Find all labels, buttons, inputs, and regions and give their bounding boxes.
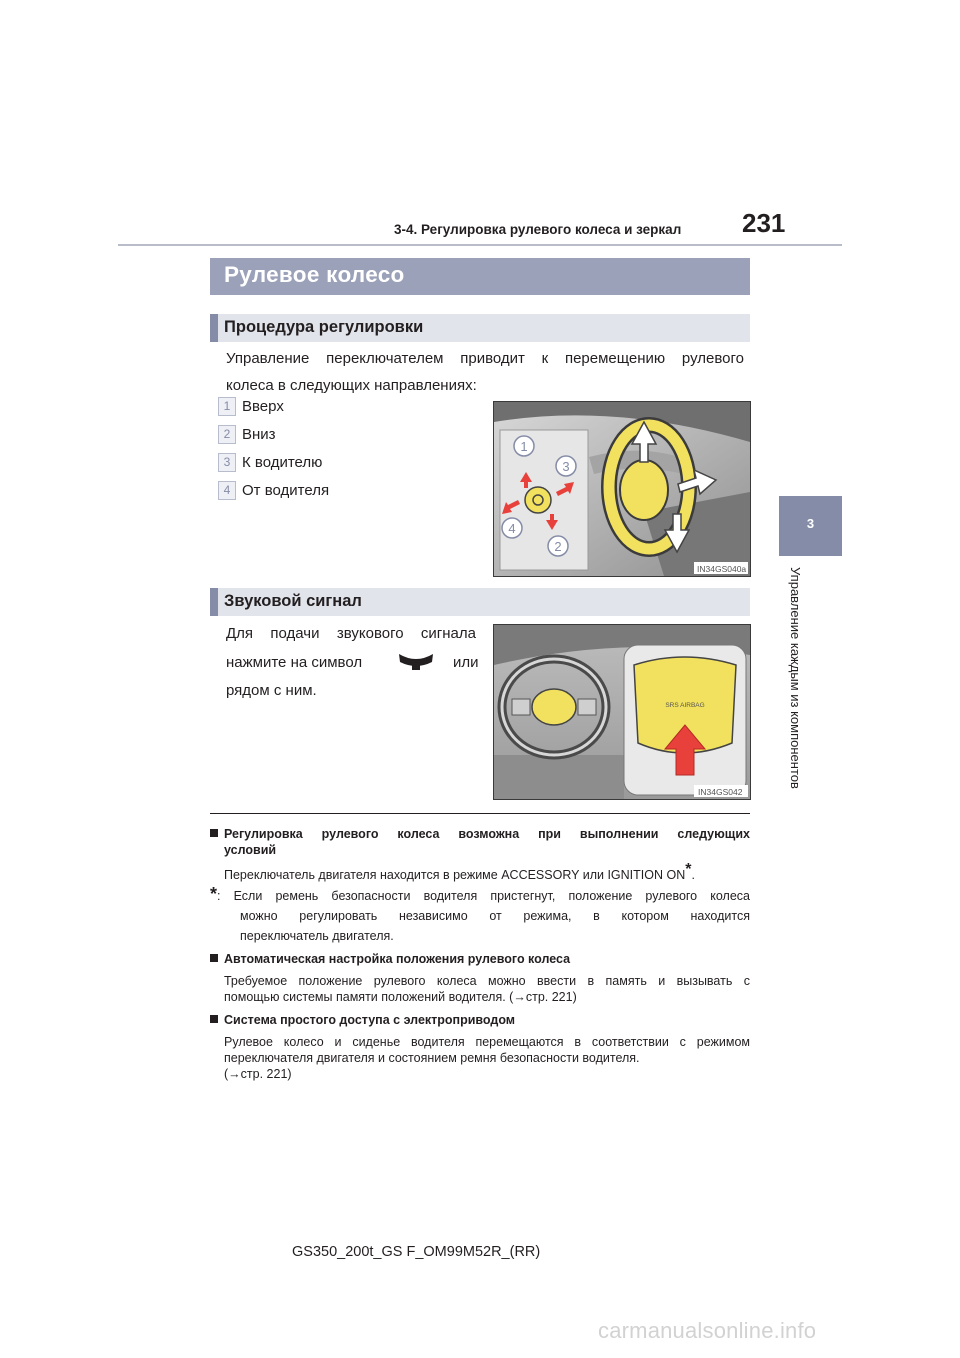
notes-divider — [210, 813, 750, 814]
note-body: Переключатель двигателя находится в режиме ACCESSORY или IGNITION ON*. — [224, 861, 695, 883]
section-title: Процедура регулировки — [224, 318, 424, 336]
section-header-horn — [210, 588, 750, 616]
callout-3: 3 — [562, 459, 570, 474]
chapter-tab-title: Управление каждым из компонентов — [788, 567, 803, 789]
note-body-line-1: Рулевое колесо и сиденье водителя перемещаются в соответствии с режимом — [224, 1035, 750, 1049]
note-heading: Система простого доступа с электроприводом — [210, 1012, 750, 1028]
list-item-up: Вверх — [242, 398, 284, 415]
square-bullet-icon — [210, 1015, 218, 1023]
footnote-line-3: переключатель двигателя. — [240, 929, 394, 943]
section-accent — [210, 314, 218, 342]
note-heading: Автоматическая настройка положения рулевого колеса — [210, 951, 750, 967]
note-body-line-2: помощью системы памяти положений водителя. (→стр. 221) — [224, 990, 577, 1004]
horn-text-line-2 — [226, 649, 476, 677]
note-heading-cont: условий — [224, 843, 277, 857]
list-item-down: Вниз — [242, 426, 276, 443]
footnote-line-2: можно регулировать независимо от режима, в котором находится — [240, 909, 750, 923]
callout-1: 1 — [520, 439, 528, 454]
page-title: Рулевое колесо — [224, 262, 405, 287]
chapter-tab-number: 3 — [806, 516, 815, 531]
header-rule — [118, 244, 842, 246]
list-number-badge: 1 — [218, 397, 236, 416]
horn-text-before-symbol: нажмите на символ — [226, 654, 363, 671]
footer-doc-code: GS350_200t_GS F_OM99M52R_(RR) — [292, 1244, 541, 1260]
note-body-line-1: Требуемое положение рулевого колеса можно ввести в память и вызывать с — [224, 974, 750, 988]
horn-text-line-1: Для подачи звукового сигнала — [226, 625, 476, 642]
intro-line-2: колеса в следующих направлениях: — [226, 377, 477, 394]
square-bullet-icon — [210, 954, 218, 962]
airbag-label: SRS AIRBAG — [665, 702, 705, 709]
section-title: Звуковой сигнал — [224, 592, 362, 610]
steering-adjust-illustration — [494, 402, 750, 576]
list-number-badge: 2 — [218, 425, 236, 444]
horn-text-or: или — [453, 654, 479, 671]
watermark: carmanualsonline.info — [598, 1318, 817, 1343]
horn-figure — [493, 624, 751, 800]
steering-adjust-figure — [493, 401, 751, 577]
square-bullet-icon — [210, 829, 218, 837]
list-number-badge: 4 — [218, 481, 236, 500]
figure-code: IN34GS042 — [698, 787, 743, 797]
callout-4: 4 — [508, 521, 516, 536]
list-item-away-from-driver: От водителя — [242, 482, 330, 499]
horn-symbol-icon — [396, 650, 436, 672]
footnote-line-1: *: Если ремень безопасности водителя пристегнут, положение рулевого колеса — [210, 884, 750, 904]
horn-text-line-3: рядом с ним. — [226, 682, 317, 699]
callout-2: 2 — [554, 539, 562, 554]
note-body-line-3: (→стр. 221) — [224, 1067, 292, 1081]
list-item-toward-driver: К водителю — [242, 454, 323, 471]
figure-code: IN34GS040a — [697, 564, 747, 574]
running-head: 3-4. Регулировка рулевого колеса и зеркал — [394, 222, 682, 237]
note-body-line-2: переключателя двигателя и состоянием ремня безопасности водителя. — [224, 1051, 640, 1065]
page-number: 231 — [742, 208, 786, 238]
section-accent — [210, 588, 218, 616]
section-header-adjustment — [210, 314, 750, 342]
horn-illustration — [494, 625, 750, 799]
intro-line-1: Управление переключателем приводит к перемещению рулевого — [226, 350, 744, 367]
note-heading: Регулировка рулевого колеса возможна при выполнении следующих — [210, 826, 750, 842]
list-number-badge: 3 — [218, 453, 236, 472]
